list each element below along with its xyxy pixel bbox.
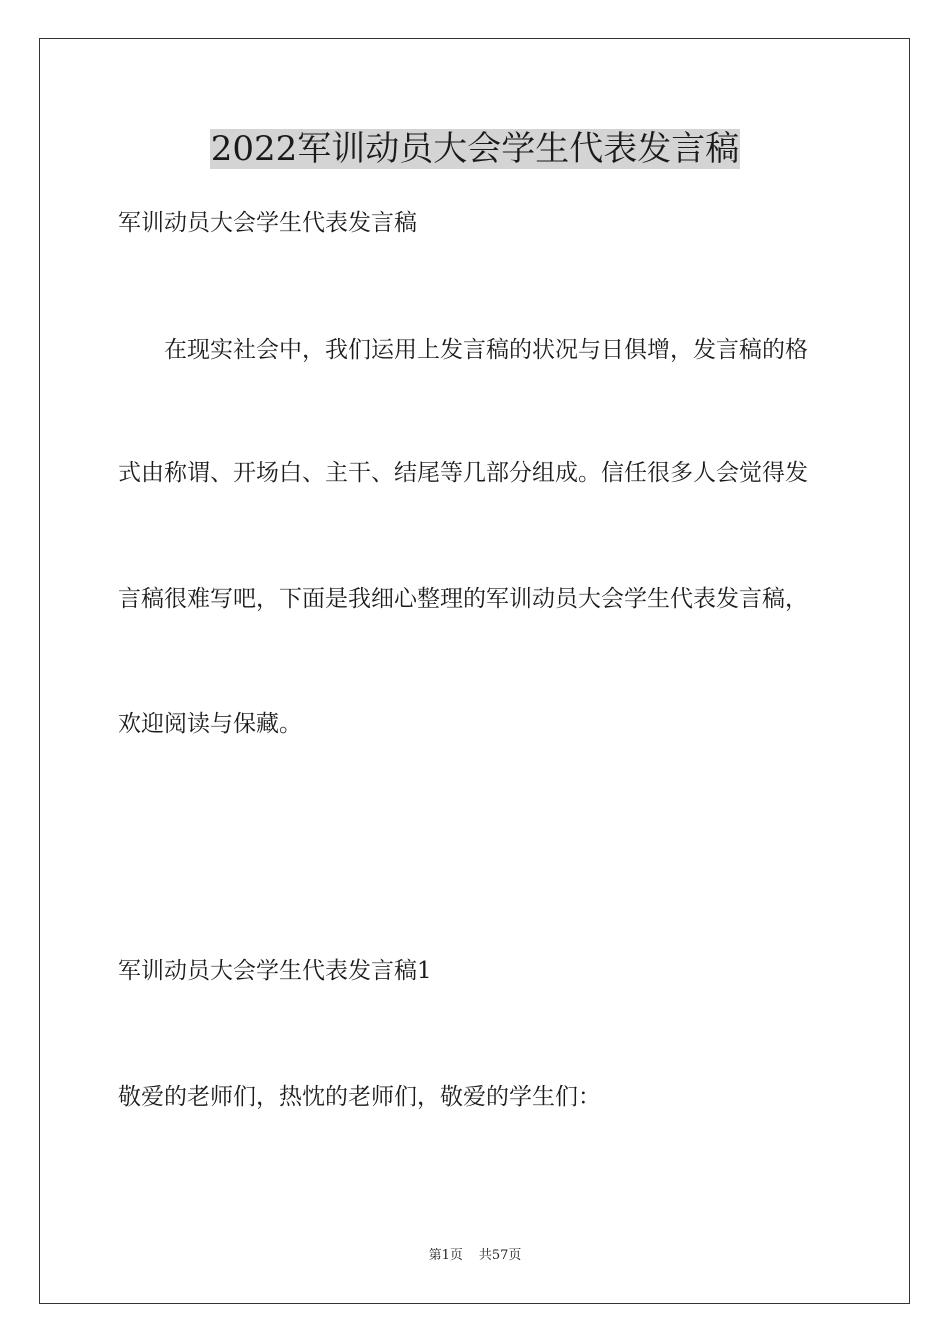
paragraph-line-4: 欢迎阅读与保藏。 bbox=[118, 711, 302, 737]
document-title bbox=[0, 126, 950, 172]
paragraph-line-1: 在现实社会中，我们运用上发言稿的状况与日俱增，发言稿的格 bbox=[164, 337, 808, 363]
page-footer bbox=[0, 1247, 950, 1265]
page-number: 第1页 bbox=[428, 1248, 463, 1263]
salutation-line: 敬爱的老师们，热忱的老师们，敬爱的学生们： bbox=[118, 1084, 601, 1110]
paragraph-line-2: 式由称谓、开场白、主干、结尾等几部分组成。信任很多人会觉得发 bbox=[118, 460, 808, 486]
subtitle-line: 军训动员大会学生代表发言稿 bbox=[118, 210, 417, 236]
paragraph-line-3: 言稿很难写吧，下面是我细心整理的军训动员大会学生代表发言稿， bbox=[118, 586, 808, 612]
section-heading: 军训动员大会学生代表发言稿1 bbox=[118, 958, 432, 984]
document-title-text: 2022军训动员大会学生代表发言稿 bbox=[210, 129, 740, 169]
page-total: 共57页 bbox=[478, 1248, 522, 1263]
